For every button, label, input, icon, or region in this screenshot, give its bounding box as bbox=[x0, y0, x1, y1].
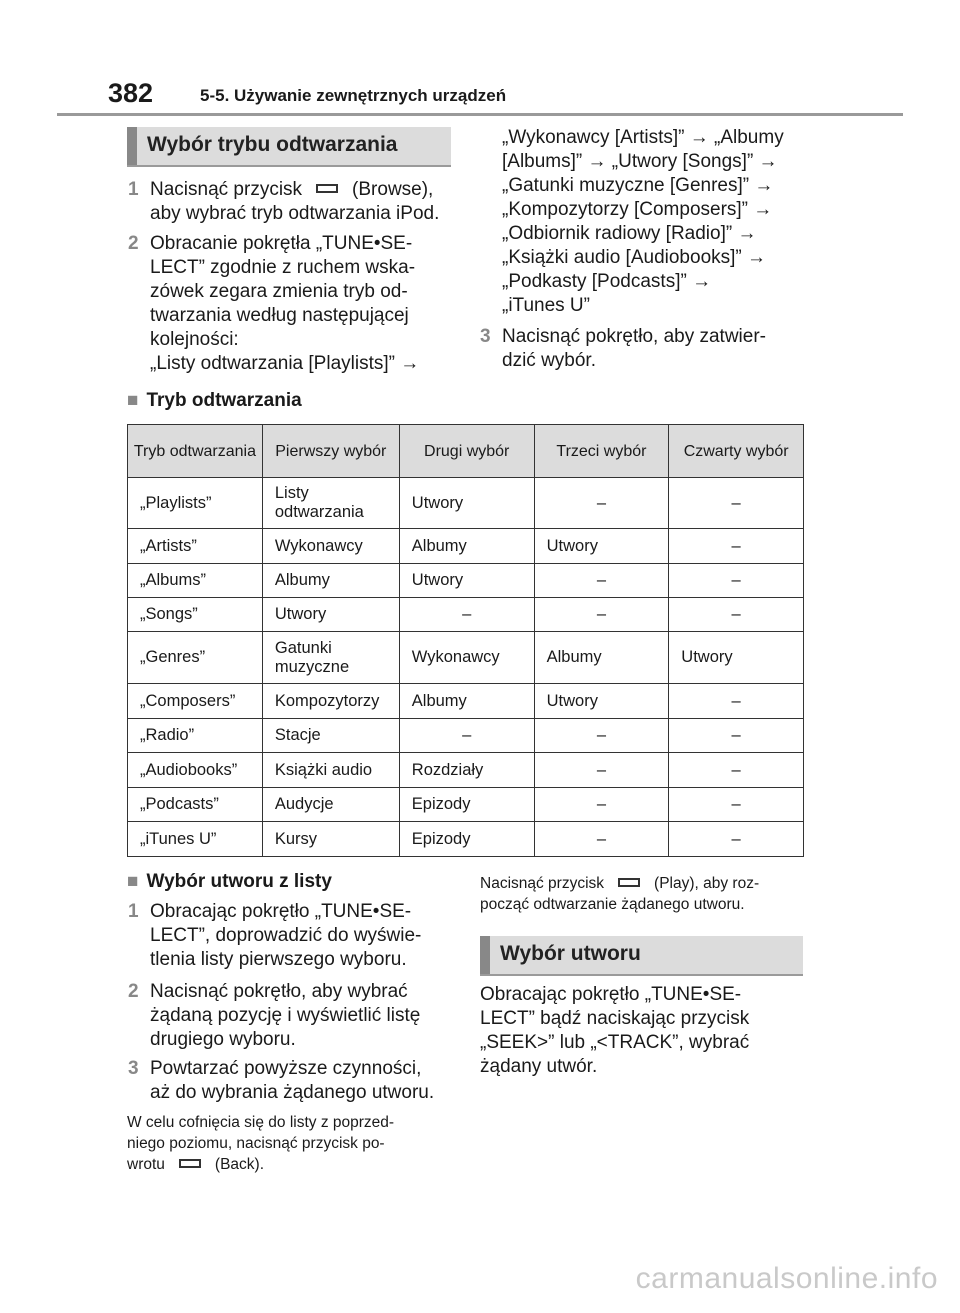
step-1 bbox=[128, 178, 460, 226]
table-cell: Kompozytorzy bbox=[262, 684, 399, 719]
text-line: „Gatunki muzyczne [Genres]” → bbox=[502, 175, 774, 196]
table-cell: – bbox=[669, 753, 804, 788]
step-number: 1 bbox=[128, 901, 139, 922]
play-note bbox=[480, 873, 810, 915]
step-text: Obracanie pokrętła „TUNE•SE- bbox=[150, 233, 413, 254]
column-header: Drugi wybór bbox=[399, 425, 534, 478]
table-cell: – bbox=[534, 564, 669, 598]
table-cell: Epizody bbox=[399, 822, 534, 857]
section-heading-playback-mode bbox=[127, 127, 451, 165]
table-cell: Rozdziały bbox=[399, 753, 534, 788]
text-line: „SEEK>” lub „<TRACK”, wybrać bbox=[480, 1032, 750, 1053]
table-cell: – bbox=[534, 753, 669, 788]
table-row bbox=[128, 529, 804, 564]
table-cell: – bbox=[534, 822, 669, 857]
table-cell: Utwory bbox=[669, 632, 804, 684]
heading-text: Tryb odtwarzania bbox=[146, 390, 302, 411]
table-cell: – bbox=[534, 478, 669, 529]
step-text: aż do wybrania żądanego utworu. bbox=[150, 1082, 435, 1103]
table-cell: – bbox=[669, 684, 804, 719]
table-cell: „Genres” bbox=[128, 632, 263, 684]
table-cell: „Radio” bbox=[128, 719, 263, 753]
table-cell: Utwory bbox=[399, 478, 534, 529]
step-text: dzić wybór. bbox=[502, 350, 596, 371]
step-text: Nacisnąć przycisk bbox=[150, 179, 303, 200]
step-text: kolejności: bbox=[150, 329, 239, 350]
text-line: „iTunes U” bbox=[502, 295, 590, 316]
table-cell: „Podcasts” bbox=[128, 788, 263, 822]
text-line: [Albums]” → „Utwory [Songs]” → bbox=[502, 151, 778, 172]
step-text: Nacisnąć pokrętło, aby zatwier- bbox=[502, 326, 766, 347]
chapter-title: 5-5. Używanie zewnętrznych urządzeń bbox=[200, 86, 507, 105]
table-cell: Epizody bbox=[399, 788, 534, 822]
table-cell: Gatunki muzyczne bbox=[262, 632, 399, 684]
table-cell: „Audiobooks” bbox=[128, 753, 263, 788]
select-from-list-heading bbox=[127, 870, 332, 894]
table-cell: Albumy bbox=[399, 684, 534, 719]
step-number: 1 bbox=[128, 179, 139, 200]
table-cell: Utwory bbox=[262, 598, 399, 632]
step-2 bbox=[128, 232, 460, 376]
column-header: Tryb odtwarzania bbox=[128, 425, 263, 478]
step-text: twarzania według następującej bbox=[150, 305, 409, 326]
list-step-3 bbox=[128, 1057, 460, 1105]
table-cell: – bbox=[534, 788, 669, 822]
playback-mode-table bbox=[127, 424, 804, 857]
table-cell: „Albums” bbox=[128, 564, 263, 598]
text-line: „Wykonawcy [Artists]” → „Albumy bbox=[502, 127, 784, 148]
table-row bbox=[128, 788, 804, 822]
table-cell: – bbox=[669, 598, 804, 632]
step-text: Nacisnąć pokrętło, aby wybrać bbox=[150, 981, 408, 1002]
table-cell: – bbox=[669, 719, 804, 753]
watermark: carmanualsonline.info bbox=[635, 1262, 938, 1295]
step-3 bbox=[480, 325, 812, 373]
step-number: 2 bbox=[128, 981, 139, 1002]
table-cell: „Songs” bbox=[128, 598, 263, 632]
table-cell: Audycje bbox=[262, 788, 399, 822]
column-header: Czwarty wybór bbox=[669, 425, 804, 478]
step-text: Powtarzać powyższe czynności, bbox=[150, 1058, 422, 1079]
table-cell: – bbox=[669, 788, 804, 822]
table-cell: – bbox=[534, 719, 669, 753]
table-cell: Stacje bbox=[262, 719, 399, 753]
play-button-icon bbox=[618, 878, 640, 887]
back-note bbox=[127, 1112, 457, 1175]
table-row bbox=[128, 719, 804, 753]
step-text: zówek zegara zmienia tryb od- bbox=[150, 281, 408, 302]
step-text: (Browse), bbox=[352, 179, 434, 200]
text-line: „Odbiornik radiowy [Radio]” → bbox=[502, 223, 757, 244]
table-cell: Albumy bbox=[399, 529, 534, 564]
track-selection-text bbox=[480, 983, 810, 1079]
table-cell: „Playlists” bbox=[128, 478, 263, 529]
table-cell: – bbox=[534, 598, 669, 632]
text-line: „Książki audio [Audiobooks]” → bbox=[502, 247, 767, 268]
table-cell: „Composers” bbox=[128, 684, 263, 719]
table-cell: „iTunes U” bbox=[128, 822, 263, 857]
column-header: Pierwszy wybór bbox=[262, 425, 399, 478]
step-text: tlenia listy pierwszego wyboru. bbox=[150, 949, 407, 970]
table-cell: Listy odtwarzania bbox=[262, 478, 399, 529]
list-step-2 bbox=[128, 980, 460, 1052]
step-text: LECT” zgodnie z ruchem wska- bbox=[150, 257, 416, 278]
table-cell: – bbox=[399, 719, 534, 753]
note-text: niego poziomu, nacisnąć przycisk po- bbox=[127, 1135, 385, 1152]
header-divider bbox=[57, 113, 903, 116]
step-number: 2 bbox=[128, 233, 139, 254]
table-row bbox=[128, 753, 804, 788]
playback-mode-heading bbox=[127, 389, 302, 413]
table-cell: Wykonawcy bbox=[262, 529, 399, 564]
text-line: Obracając pokrętło „TUNE•SE- bbox=[480, 984, 742, 1005]
text-line: „Kompozytorzy [Composers]” → bbox=[502, 199, 773, 220]
table-cell: – bbox=[399, 598, 534, 632]
heading-text: Wybór utworu z listy bbox=[146, 871, 332, 892]
bullet-square: ■ bbox=[127, 871, 139, 892]
note-text: (Back). bbox=[214, 1156, 264, 1173]
table-cell: Albumy bbox=[534, 632, 669, 684]
section-heading-track-selection bbox=[480, 936, 803, 974]
browse-button-icon bbox=[316, 184, 338, 193]
step-text: LECT”, doprowadzić do wyświe- bbox=[150, 925, 422, 946]
text-line: żądany utwór. bbox=[480, 1056, 598, 1077]
text-line: LECT” bądź naciskając przycisk bbox=[480, 1008, 750, 1029]
note-text: W celu cofnięcia się do listy z poprzed- bbox=[127, 1114, 395, 1131]
step-number: 3 bbox=[480, 326, 491, 347]
table-cell: Albumy bbox=[262, 564, 399, 598]
bullet-square: ■ bbox=[127, 390, 139, 411]
note-text: (Play), aby roz- bbox=[654, 875, 760, 892]
table-cell: Utwory bbox=[534, 529, 669, 564]
table-row bbox=[128, 684, 804, 719]
table-row bbox=[128, 478, 804, 529]
table-cell: Kursy bbox=[262, 822, 399, 857]
table-cell: – bbox=[669, 478, 804, 529]
section-heading-text: Wybór trybu odtwarzania bbox=[147, 133, 398, 156]
column-header: Trzeci wybór bbox=[534, 425, 669, 478]
table-cell: „Artists” bbox=[128, 529, 263, 564]
table-row bbox=[128, 564, 804, 598]
table-cell: Utwory bbox=[534, 684, 669, 719]
text-line: „Podkasty [Podcasts]” → bbox=[502, 271, 712, 292]
step-text: Obracając pokrętło „TUNE•SE- bbox=[150, 901, 412, 922]
section-heading-text: Wybór utworu bbox=[500, 942, 641, 965]
table-cell: Utwory bbox=[399, 564, 534, 598]
note-text: Nacisnąć przycisk bbox=[480, 875, 605, 892]
note-text: wrotu bbox=[127, 1156, 165, 1173]
page-number: 382 bbox=[108, 78, 154, 108]
step-text: żądaną pozycję i wyświetlić listę bbox=[150, 1005, 421, 1026]
note-text: począć odtwarzanie żądanego utworu. bbox=[480, 896, 745, 913]
table-cell: – bbox=[669, 822, 804, 857]
mode-order-list bbox=[502, 126, 822, 318]
back-button-icon bbox=[179, 1159, 201, 1168]
table-cell: – bbox=[669, 529, 804, 564]
list-step-1 bbox=[128, 900, 460, 972]
table-cell: Książki audio bbox=[262, 753, 399, 788]
table-cell: Wykonawcy bbox=[399, 632, 534, 684]
table-row bbox=[128, 598, 804, 632]
step-text: „Listy odtwarzania [Playlists]” → bbox=[150, 353, 420, 374]
step-text: aby wybrać tryb odtwarzania iPod. bbox=[150, 203, 440, 224]
table-header-row bbox=[128, 425, 804, 478]
table-row bbox=[128, 822, 804, 857]
step-number: 3 bbox=[128, 1058, 139, 1079]
table-row bbox=[128, 632, 804, 684]
table-cell: – bbox=[669, 564, 804, 598]
step-text: drugiego wyboru. bbox=[150, 1029, 296, 1050]
